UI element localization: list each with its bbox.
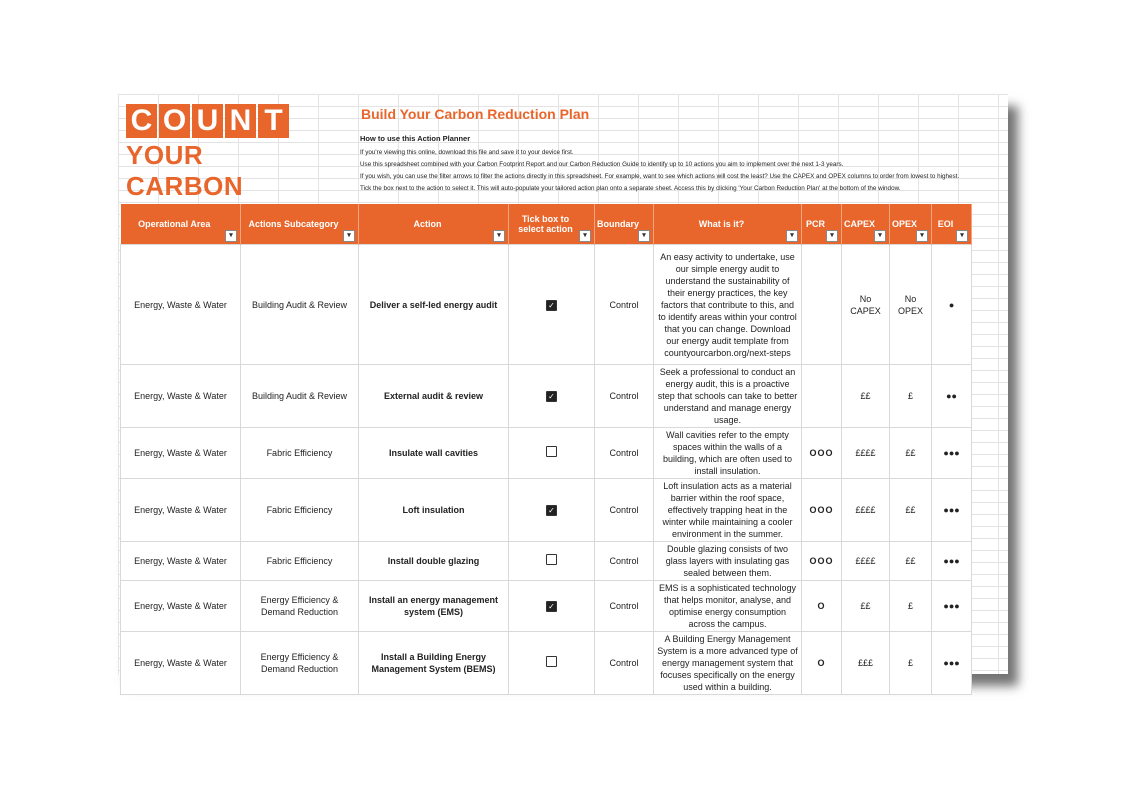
action-cell[interactable]: External audit & review xyxy=(359,365,509,428)
eoi-cell[interactable]: ●●● xyxy=(932,428,972,479)
eoi-cell[interactable]: ● xyxy=(932,245,972,365)
eoi-cell[interactable]: ●●● xyxy=(932,479,972,542)
boundary-cell[interactable]: Control xyxy=(595,245,654,365)
boundary-cell[interactable]: Control xyxy=(595,428,654,479)
action-cell[interactable]: Loft insulation xyxy=(359,479,509,542)
select-checkbox-cell[interactable] xyxy=(509,245,595,365)
eoi-cell[interactable]: ●●● xyxy=(932,581,972,632)
opex-cell[interactable]: ££ xyxy=(890,428,932,479)
checkbox-checked[interactable]: ✓ xyxy=(546,601,557,612)
pcr-cell[interactable]: OOO xyxy=(802,542,842,581)
boundary-cell[interactable]: Control xyxy=(595,479,654,542)
column-header[interactable]: Boundary ▾ xyxy=(595,204,654,245)
action-cell[interactable]: Install a Building Energy Management System (BEMS) xyxy=(359,632,509,695)
filter-dropdown-icon[interactable]: ▾ xyxy=(493,230,505,242)
instructions xyxy=(360,134,1010,195)
description-cell[interactable]: Seek a professional to conduct an energy audit, this is a proactive step that schools can take to better understand and manage energy usage. xyxy=(654,365,802,428)
opex-cell[interactable]: £ xyxy=(890,365,932,428)
capex-cell[interactable]: ££££ xyxy=(842,479,890,542)
select-checkbox-cell[interactable] xyxy=(509,479,595,542)
filter-dropdown-icon[interactable]: ▾ xyxy=(343,230,355,242)
table-row xyxy=(121,632,972,695)
instructions-heading: How to use this Action Planner xyxy=(360,134,471,143)
column-header[interactable]: CAPEX ▾ xyxy=(842,204,890,245)
operational-area-cell[interactable]: Energy, Waste & Water xyxy=(121,428,241,479)
opex-cell[interactable]: ££ xyxy=(890,542,932,581)
action-cell[interactable]: Install an energy management system (EMS) xyxy=(359,581,509,632)
filter-dropdown-icon[interactable]: ▾ xyxy=(956,230,968,242)
select-checkbox-cell[interactable] xyxy=(509,581,595,632)
operational-area-cell[interactable]: Energy, Waste & Water xyxy=(121,632,241,695)
action-cell[interactable]: Install double glazing xyxy=(359,542,509,581)
column-header[interactable]: EOI ▾ xyxy=(932,204,972,245)
logo-letter: C xyxy=(126,104,157,138)
boundary-cell[interactable]: Control xyxy=(595,632,654,695)
column-header[interactable]: Tick box to select action ▾ xyxy=(509,204,595,245)
eoi-cell[interactable]: ●●● xyxy=(932,542,972,581)
instruction-line: Use this spreadsheet combined with your Carbon Footprint Report and our Carbon Reduction Guide to identify up to 10 actions you aim to implement over the next 1-3 years. xyxy=(360,161,844,168)
pcr-cell[interactable]: O xyxy=(802,632,842,695)
subcategory-cell[interactable]: Fabric Efficiency xyxy=(241,428,359,479)
action-cell[interactable]: Insulate wall cavities xyxy=(359,428,509,479)
description-cell[interactable]: Loft insulation acts as a material barrier within the roof space, effectively trapping heat in the winter while maintaining a cooler environment in the summer. xyxy=(654,479,802,542)
column-header[interactable]: OPEX ▾ xyxy=(890,204,932,245)
subcategory-cell[interactable]: Energy Efficiency & Demand Reduction xyxy=(241,581,359,632)
checkbox-checked[interactable]: ✓ xyxy=(546,505,557,516)
pcr-cell[interactable] xyxy=(802,245,842,365)
eoi-cell[interactable]: ●● xyxy=(932,365,972,428)
eoi-cell[interactable]: ●●● xyxy=(932,632,972,695)
capex-cell[interactable]: ££££ xyxy=(842,428,890,479)
capex-cell[interactable]: ££ xyxy=(842,581,890,632)
boundary-cell[interactable]: Control xyxy=(595,365,654,428)
operational-area-cell[interactable]: Energy, Waste & Water xyxy=(121,581,241,632)
column-header[interactable]: Operational Area ▾ xyxy=(121,204,241,245)
operational-area-cell[interactable]: Energy, Waste & Water xyxy=(121,479,241,542)
column-header[interactable]: What is it? ▾ xyxy=(654,204,802,245)
filter-dropdown-icon[interactable]: ▾ xyxy=(826,230,838,242)
opex-cell[interactable]: ££ xyxy=(890,479,932,542)
table-row xyxy=(121,428,972,479)
subcategory-cell[interactable]: Energy Efficiency & Demand Reduction xyxy=(241,632,359,695)
description-cell[interactable]: Double glazing consists of two glass layers with insulating gas sealed between them. xyxy=(654,542,802,581)
instruction-line: If you wish, you can use the filter arrows to filter the actions directly in this spreadsheet. For example, want to see which actions will cost the least? Use the CAPEX and OPEX columns to order from lowest to highest. xyxy=(360,173,960,180)
description-cell[interactable]: EMS is a sophisticated technology that helps monitor, analyse, and optimise energy consumption across the campus. xyxy=(654,581,802,632)
checkbox-unchecked[interactable] xyxy=(546,656,557,667)
capex-cell[interactable]: No CAPEX xyxy=(842,245,890,365)
select-checkbox-cell[interactable] xyxy=(509,632,595,695)
action-cell[interactable]: Deliver a self-led energy audit xyxy=(359,245,509,365)
table-row xyxy=(121,479,972,542)
spreadsheet-sheet xyxy=(118,94,1008,692)
opex-cell[interactable]: £ xyxy=(890,581,932,632)
select-checkbox-cell[interactable] xyxy=(509,542,595,581)
pcr-cell[interactable] xyxy=(802,365,842,428)
instruction-line: If you're viewing this online, download this file and save it to your device first. xyxy=(360,149,574,156)
subcategory-cell[interactable]: Fabric Efficiency xyxy=(241,479,359,542)
select-checkbox-cell[interactable] xyxy=(509,365,595,428)
logo-letter: N xyxy=(225,104,256,138)
table-row xyxy=(121,245,972,365)
operational-area-cell[interactable]: Energy, Waste & Water xyxy=(121,245,241,365)
logo-letter: T xyxy=(258,104,289,138)
header-row xyxy=(121,204,972,245)
count-your-carbon-logo xyxy=(126,104,294,202)
capex-cell[interactable]: £££ xyxy=(842,632,890,695)
logo-letter: O xyxy=(159,104,190,138)
operational-area-cell[interactable]: Energy, Waste & Water xyxy=(121,542,241,581)
table-row xyxy=(121,365,972,428)
column-header[interactable]: Actions Subcategory ▾ xyxy=(241,204,359,245)
filter-dropdown-icon[interactable]: ▾ xyxy=(916,230,928,242)
logo-subtitle: YOUR CARBON xyxy=(126,140,244,201)
boundary-cell[interactable]: Control xyxy=(595,581,654,632)
pcr-cell[interactable]: O xyxy=(802,581,842,632)
logo-letter-boxes xyxy=(126,104,294,138)
capex-cell[interactable]: ££ xyxy=(842,365,890,428)
operational-area-cell[interactable]: Energy, Waste & Water xyxy=(121,365,241,428)
select-checkbox-cell[interactable] xyxy=(509,428,595,479)
filter-dropdown-icon[interactable]: ▾ xyxy=(874,230,886,242)
column-header[interactable]: Action ▾ xyxy=(359,204,509,245)
opex-cell[interactable]: £ xyxy=(890,632,932,695)
actions-table xyxy=(120,204,972,695)
checkbox-checked[interactable]: ✓ xyxy=(546,391,557,402)
capex-cell[interactable]: ££££ xyxy=(842,542,890,581)
table-row xyxy=(121,542,972,581)
pcr-cell[interactable]: OOO xyxy=(802,479,842,542)
filter-dropdown-icon[interactable]: ▾ xyxy=(638,230,650,242)
description-cell[interactable]: Wall cavities refer to the empty spaces within the walls of a building, which are often used to install insulation. xyxy=(654,428,802,479)
description-cell[interactable]: An easy activity to undertake, use our simple energy audit to understand the sustainability of their energy practices, the key factors that contribute to this, and to identify areas within your control that you can change. Download our energy audit template from countyourcarbon.org/next-steps xyxy=(654,245,802,365)
opex-cell[interactable]: No OPEX xyxy=(890,245,932,365)
table-row xyxy=(121,581,972,632)
checkbox-checked[interactable]: ✓ xyxy=(546,300,557,311)
checkbox-unchecked[interactable] xyxy=(546,446,557,457)
instruction-line: Tick the box next to the action to select it. This will auto-populate your tailored action plan onto a separate sheet. Access this by clicking 'Your Carbon Reduction Plan' at the bottom of the window. xyxy=(360,185,901,192)
pcr-cell[interactable]: OOO xyxy=(802,428,842,479)
page-title: Build Your Carbon Reduction Plan xyxy=(361,106,590,122)
filter-dropdown-icon[interactable]: ▾ xyxy=(579,230,591,242)
logo-letter: U xyxy=(192,104,223,138)
subcategory-cell[interactable]: Building Audit & Review xyxy=(241,245,359,365)
column-header[interactable]: PCR ▾ xyxy=(802,204,842,245)
filter-dropdown-icon[interactable]: ▾ xyxy=(786,230,798,242)
filter-dropdown-icon[interactable]: ▾ xyxy=(225,230,237,242)
checkbox-unchecked[interactable] xyxy=(546,554,557,565)
boundary-cell[interactable]: Control xyxy=(595,542,654,581)
subcategory-cell[interactable]: Building Audit & Review xyxy=(241,365,359,428)
subcategory-cell[interactable]: Fabric Efficiency xyxy=(241,542,359,581)
description-cell[interactable]: A Building Energy Management System is a more advanced type of energy management system that focuses specifically on the energy used within a building. xyxy=(654,632,802,695)
